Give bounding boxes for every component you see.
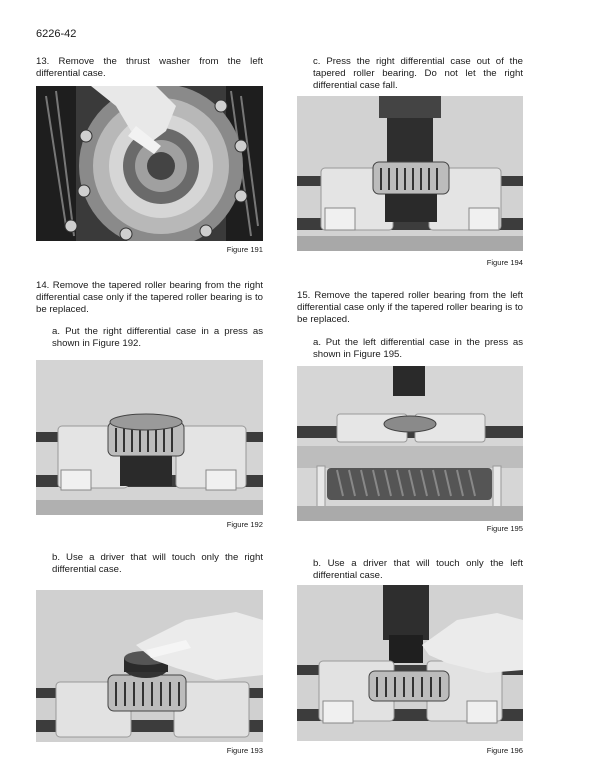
figure-194-photo [297,96,523,251]
step-14-text: 14. Remove the tapered roller bearing from the right differential case only if the tapered roller bearing is to be replaced. [36,280,263,316]
figure-195-photo [297,366,523,521]
figure-194-caption: Figure 194 [486,258,523,267]
figure-196-photo [297,585,523,741]
step-14c-text: c. Press the right differential case out of the tapered roller bearing. Do not let the right differential case fall. [313,56,523,92]
figure-192-caption: Figure 192 [226,520,263,529]
figure-191-caption: Figure 191 [226,245,263,254]
step-13-text: 13. Remove the thrust washer from the left differential case. [36,56,263,80]
step-15b-text: b. Use a driver that will touch only the left differential case. [313,558,523,582]
figure-193-photo [36,590,263,742]
step-15-text: 15. Remove the tapered roller bearing from the left differential case only if the tapered roller bearing is to be replaced. [297,290,523,326]
step-14a-text: a. Put the right differential case in a press as shown in Figure 192. [52,326,263,350]
figure-196-caption: Figure 196 [486,746,523,755]
step-14b-text: b. Use a driver that will touch only the right differential case. [52,552,263,576]
figure-193-caption: Figure 193 [226,746,263,755]
step-15a-text: a. Put the left differential case in the press as shown in Figure 195. [313,337,523,361]
figure-191-photo [36,86,263,241]
figure-192-photo [36,360,263,515]
page-number: 6226-42 [36,28,77,40]
figure-195-caption: Figure 195 [486,524,523,533]
